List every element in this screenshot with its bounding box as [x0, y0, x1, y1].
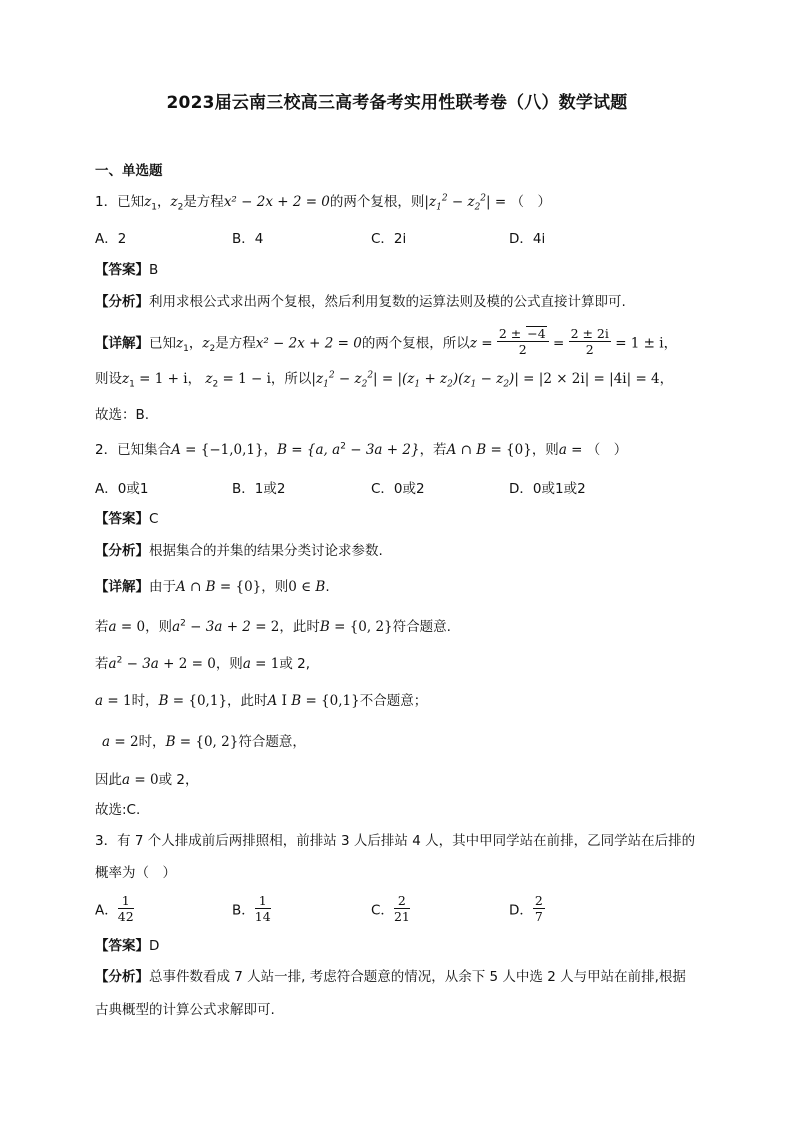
q2-analysis: 【分析】根据集合的并集的结果分类讨论求参数.	[95, 543, 383, 559]
q3-answer: 【答案】D	[95, 938, 160, 954]
q1-conclusion: 故选：B.	[95, 407, 150, 423]
q1-detail-line-2: 则设$z_1 = 1 + i$， $z_2 = 1 - i$，所以$|z_1^2 - z_2^2| = |(z_1 + z_2)(z_1 - z_2)| = |2 \times 2i| = |4i| = 4$，	[95, 370, 674, 390]
q3-analysis-line-2: 古典概型的计算公式求解即可.	[95, 1002, 275, 1018]
q1-detail-line-1: 【详解】已知$z_1$，$z_2$是方程x² − 2x + 2 = 0的两个复根，所以z = $\frac{2 \pm -4}{2}$ = $\frac{2 \pm 2i}{2}$ = 1 ± i，	[95, 326, 678, 357]
q2-therefore: 因此a = 0或 2，	[95, 772, 199, 788]
q1-analysis: 【分析】利用求根公式求出两个复根，然后利用复数的运算法则及模的公式直接计算即可.	[95, 294, 626, 310]
q2-option-b: B．1或2	[232, 481, 286, 497]
q3-option-d: D． $\frac{2}{7}$	[509, 893, 543, 924]
q2-case-2: 若$a^2 - 3a + 2 = 0$，则a = 1或 2,	[95, 655, 311, 672]
q2-case-4: a = 2时，B = {0, 2}符合题意，	[102, 734, 306, 750]
question-3-stem-line-2: 概率为（ ）	[95, 865, 176, 881]
q2-option-c: C．0或2	[371, 481, 425, 497]
q3-analysis-line-1: 【分析】总事件数看成 7 人站一排, 考虑符合题意的情况，从余下 5 人中选 2 人与甲站在前排,根据	[95, 969, 686, 985]
q1-option-a: A．2	[95, 231, 127, 247]
q3-option-a: A． $\frac{1}{42}$	[95, 893, 134, 924]
q3-option-b: B． $\frac{1}{14}$	[232, 893, 271, 924]
q1-option-c: C．2i	[371, 231, 407, 247]
q2-case-1: 若a = 0，则$a^2 - 3a + 2 = 2$，此时B = {0, 2}符合题意.	[95, 618, 451, 635]
section-heading: 一、单选题	[95, 163, 163, 179]
q2-conclusion: 故选:C.	[95, 802, 141, 818]
q2-answer: 【答案】C	[95, 511, 159, 527]
q1-option-d: D．4i	[509, 231, 546, 247]
q2-case-3: a = 1时，B = {0,1}，此时A I B = {0,1}不合题意；	[95, 693, 428, 709]
q1-option-b: B．4	[232, 231, 264, 247]
q2-option-a: A．0或1	[95, 481, 149, 497]
q2-detail: 【详解】由于A ∩ B = {0}，则0 ∈ B.	[95, 579, 330, 595]
page-title: 2023届云南三校高三高考备考实用性联考卷（八）数学试题	[166, 93, 628, 113]
q2-option-d: D．0或1或2	[509, 481, 586, 497]
q3-option-c: C． $\frac{2}{21}$	[371, 893, 410, 924]
question-2-stem: 2．已知集合A = {−1,0,1}，B = {a, $a^2 - 3a + 2$}，若A ∩ B = {0}，则a = （ ）	[95, 441, 628, 458]
question-3-stem-line-1: 3．有 7 个人排成前后两排照相，前排站 3 人后排站 4 人，其中甲同学站在前排，乙同学站在后排的	[95, 833, 696, 849]
q1-answer: 【答案】B	[95, 262, 159, 278]
question-1-stem: 1．已知$z_1$，$z_2$是方程x² − 2x + 2 = 0的两个复根，则$|z_1^2 - z_2^2|$ = （ ）	[95, 193, 551, 213]
